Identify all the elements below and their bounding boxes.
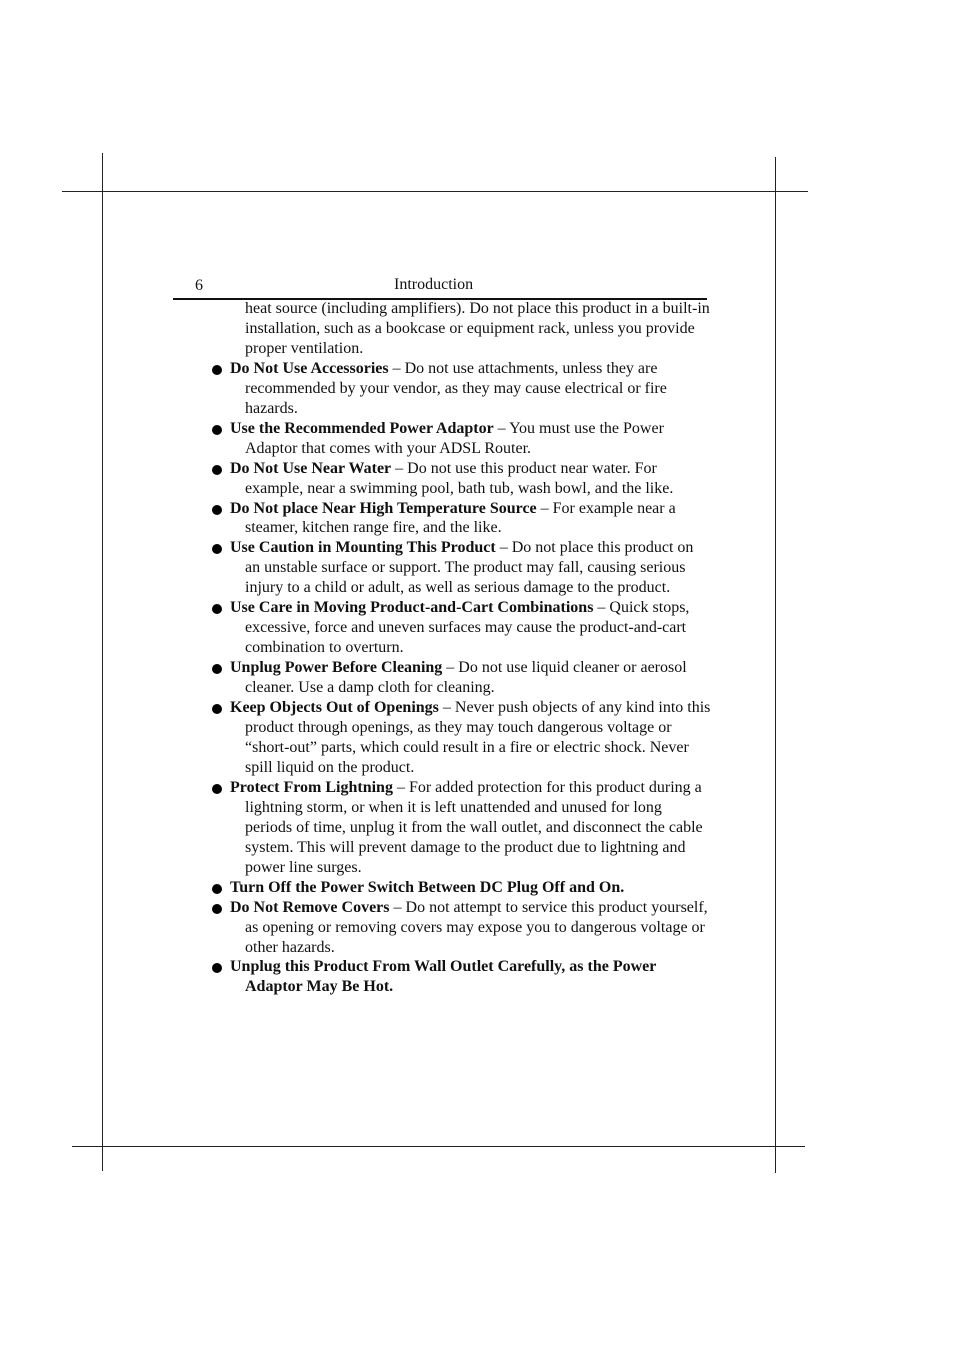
crop-mark-top-right-vertical xyxy=(775,157,776,1173)
list-item xyxy=(212,898,712,958)
list-item-text: – For added protection for this product during a lightning storm, or when it is left unattended and unused for long periods of time, unplug it from the wall outlet, and disconnect the cable system. This will prevent damage to the product due to lightning and power line surges. xyxy=(245,778,703,876)
continued-paragraph: heat source (including amplifiers). Do not place this product in a built-in installation, such as a bookcase or equipment rack, unless you provide proper ventilation. xyxy=(245,300,710,357)
list-item-term: Use Caution in Mounting This Product xyxy=(230,539,496,557)
bullet-icon xyxy=(212,604,222,614)
list-item-term: Do Not Use Near Water xyxy=(230,459,392,477)
crop-mark-top-horizontal xyxy=(62,191,808,192)
list-item-term: Unplug this Product From Wall Outlet Carefully, as the Power Adaptor May Be Hot. xyxy=(230,958,657,996)
list-item xyxy=(212,359,712,419)
safety-instructions-list xyxy=(212,359,712,998)
list-item-term: Unplug Power Before Cleaning xyxy=(230,659,443,677)
page-number: 6 xyxy=(195,277,203,294)
crop-mark-top-left-vertical xyxy=(102,153,103,1171)
bullet-icon xyxy=(212,505,222,515)
bullet-icon xyxy=(212,704,222,714)
bullet-icon xyxy=(212,365,222,375)
list-item-term: Do Not Remove Covers xyxy=(230,898,390,916)
list-item-text: – Do not use attachments, unless they are recommended by your vendor, as they may cause electrical or fire hazards. xyxy=(245,359,667,417)
bullet-icon xyxy=(212,904,222,914)
list-item-term: Do Not place Near High Temperature Source xyxy=(230,499,537,517)
list-item-text: – For example near a steamer, kitchen range fire, and the like. xyxy=(245,499,676,537)
list-item-text: – Do not place this product on an unstable surface or support. The product may fall, causing serious injury to a child or adult, as well as serious damage to the product. xyxy=(245,539,694,597)
bullet-icon xyxy=(212,425,222,435)
list-item xyxy=(212,658,712,698)
list-item xyxy=(212,499,712,539)
list-item-text: – Do not attempt to service this product yourself, as opening or removing covers may expose you to dangerous voltage or other hazards. xyxy=(245,898,708,956)
list-item xyxy=(212,598,712,658)
list-item-text: – Quick stops, excessive, force and uneven surfaces may cause the product-and-cart combination to overturn. xyxy=(245,599,690,657)
list-item xyxy=(212,957,712,997)
running-title: Introduction xyxy=(394,276,474,293)
crop-mark-bottom-horizontal xyxy=(72,1146,805,1147)
list-item xyxy=(212,538,712,598)
list-item-text: – You must use the Power Adaptor that comes with your ADSL Router. xyxy=(245,419,664,457)
list-item-term: Use Care in Moving Product-and-Cart Combinations xyxy=(230,599,594,617)
list-item-term: Protect From Lightning xyxy=(230,778,393,796)
list-item xyxy=(212,878,712,898)
bullet-icon xyxy=(212,664,222,674)
list-item-term: Turn Off the Power Switch Between DC Plug Off and On. xyxy=(230,878,625,896)
bullet-icon xyxy=(212,784,222,794)
bullet-icon xyxy=(212,963,222,973)
list-item xyxy=(212,698,712,778)
list-item-term: Do Not Use Accessories xyxy=(230,359,389,377)
list-item-term: Use the Recommended Power Adaptor xyxy=(230,419,494,437)
list-item-text: – Do not use this product near water. For example, near a swimming pool, bath tub, wash bowl, and the like. xyxy=(245,459,674,497)
list-item xyxy=(212,419,712,459)
page-body xyxy=(212,299,712,997)
list-item-text: – Do not use liquid cleaner or aerosol cleaner. Use a damp cloth for cleaning. xyxy=(245,659,687,697)
list-item xyxy=(212,778,712,878)
list-item-text: – Never push objects of any kind into this product through openings, as they may touch dangerous voltage or “short-out” parts, which could result in a fire or electric shock. Never spill liquid on the product. xyxy=(245,699,711,776)
bullet-icon xyxy=(212,544,222,554)
bullet-icon xyxy=(212,465,222,475)
list-item xyxy=(212,459,712,499)
list-item-term: Keep Objects Out of Openings xyxy=(230,699,439,717)
bullet-icon xyxy=(212,884,222,894)
